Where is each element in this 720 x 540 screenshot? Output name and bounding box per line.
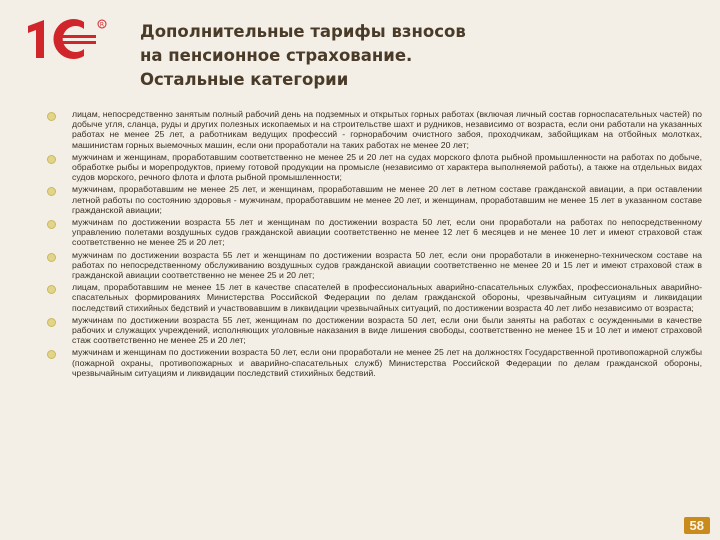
- title-line: Остальные категории: [140, 70, 349, 89]
- list-item: [44, 184, 702, 215]
- list-item-text: лицам, непосредственно занятым полный рабочий день на подземных и открытых горных работах (включая личный состав горноспасательных частей) по добыче угля, сланца, руды и других полезных ископаемых и на строительстве шахт и рудников, независимо от возраста, если они работали на указанных работах не менее 25 лет, а работникам ведущих профессий - горнорабочим очистного забоя, проходчикам, забойщикам на отбойных молотках, машинистам горных выемочных машин, если они проработали на таких работах не менее 20 лет;: [72, 109, 702, 150]
- list-item: [44, 217, 702, 248]
- list-item-text: мужчинам и женщинам по достижении возраста 50 лет, если они проработали не менее 25 лет на должностях Государственной противопожарной службы (пожарной охраны, противопожарных и аварийно-спасательных служб) Министерства Российской Федерации по делам гражданской обороны, чрезвычайным ситуациям и ликвидации последствий стихийных бедствий.: [72, 347, 702, 378]
- list-item-text: мужчинам по достижении возраста 55 лет и женщинам по достижении возраста 50 лет, если они проработали в инженерно-техническом составе на работах по непосредственному обслуживанию воздушных судов гражданской авиации соответственно не менее 20 и 15 лет и имеют страховой стаж в гражданской авиации соответственно не менее 25 и 20 лет;: [72, 249, 702, 281]
- title-line: Дополнительные тарифы взносов: [140, 22, 466, 41]
- bullet-icon: [47, 187, 56, 196]
- list-item-text: лицам, проработавшим не менее 15 лет в качестве спасателей в профессиональных аварийно-спасательных службах, профессиональных аварийно-спасательных формированиях Министерства Российской Федерации по делам гражданской обороны, чрезвычайным ситуациям и ликвидации последствий стихийных бедствий и участвовавшим в ликвидации чрезвычайных ситуаций, по достижении возраста 40 лет либо независимо от возраста;: [72, 282, 702, 313]
- list-item: [44, 109, 702, 150]
- svg-text:R: R: [99, 21, 105, 29]
- bullet-icon: [47, 112, 56, 121]
- slide-title: [140, 20, 580, 92]
- bullet-icon: [47, 285, 56, 294]
- list-item: [44, 152, 702, 183]
- list-item: [44, 315, 702, 346]
- list-item: [44, 282, 702, 313]
- 1c-logo: [22, 14, 118, 64]
- bullet-icon: [47, 318, 56, 327]
- bullet-icon: [47, 253, 56, 262]
- bullet-icon: [47, 350, 56, 359]
- bullet-list: [44, 109, 702, 380]
- bullet-icon: [47, 155, 56, 164]
- list-item-text: мужчинам по достижении возраста 55 лет, женщинам по достижении возраста 50 лет, если они были заняты на работах с осужденными в качестве рабочих и служащих учреждений, исполняющих уголовные наказания в виде лишения свободы, соответственно не менее 15 и 10 лет и имеют страховой стаж соответственно не менее 25 и 20 лет;: [72, 314, 702, 346]
- bullet-icon: [47, 220, 56, 229]
- page-number: 58: [684, 517, 710, 534]
- 1c-logo-icon: [22, 14, 118, 64]
- list-item-text: мужчинам, проработавшим не менее 25 лет, и женщинам, проработавшим не менее 20 лет в летном составе гражданской авиации, а при оставлении летной работы по состоянию здоровья - мужчинам, проработавшим не менее 20 лет, и женщинам, проработавшим не менее 15 лет в указанном составе гражданской авиации;: [72, 184, 702, 215]
- list-item: [44, 347, 702, 378]
- list-item: [44, 250, 702, 281]
- title-line: на пенсионное страхование.: [140, 46, 413, 65]
- list-item-text: мужчинам и женщинам, проработавшим соответственно не менее 25 и 20 лет на судах морского флота рыбной промышленности на работах по добыче, обработке рыбы и морепродуктов, приему готовой продукции на промысле (независимо от характера выполняемой работы), а также на отдельных видах судов морского, речного флота и флота рыбной промышленности;: [72, 151, 702, 183]
- list-item-text: мужчинам по достижении возраста 55 лет и женщинам по достижении возраста 50 лет, если они проработали на работах по непосредственному управлению полетами воздушных судов гражданской авиации соответственно не менее 12 лет 6 месяцев и не менее 10 лет и имеют страховой стаж соответственно не менее 25 и 20 лет;: [72, 217, 702, 248]
